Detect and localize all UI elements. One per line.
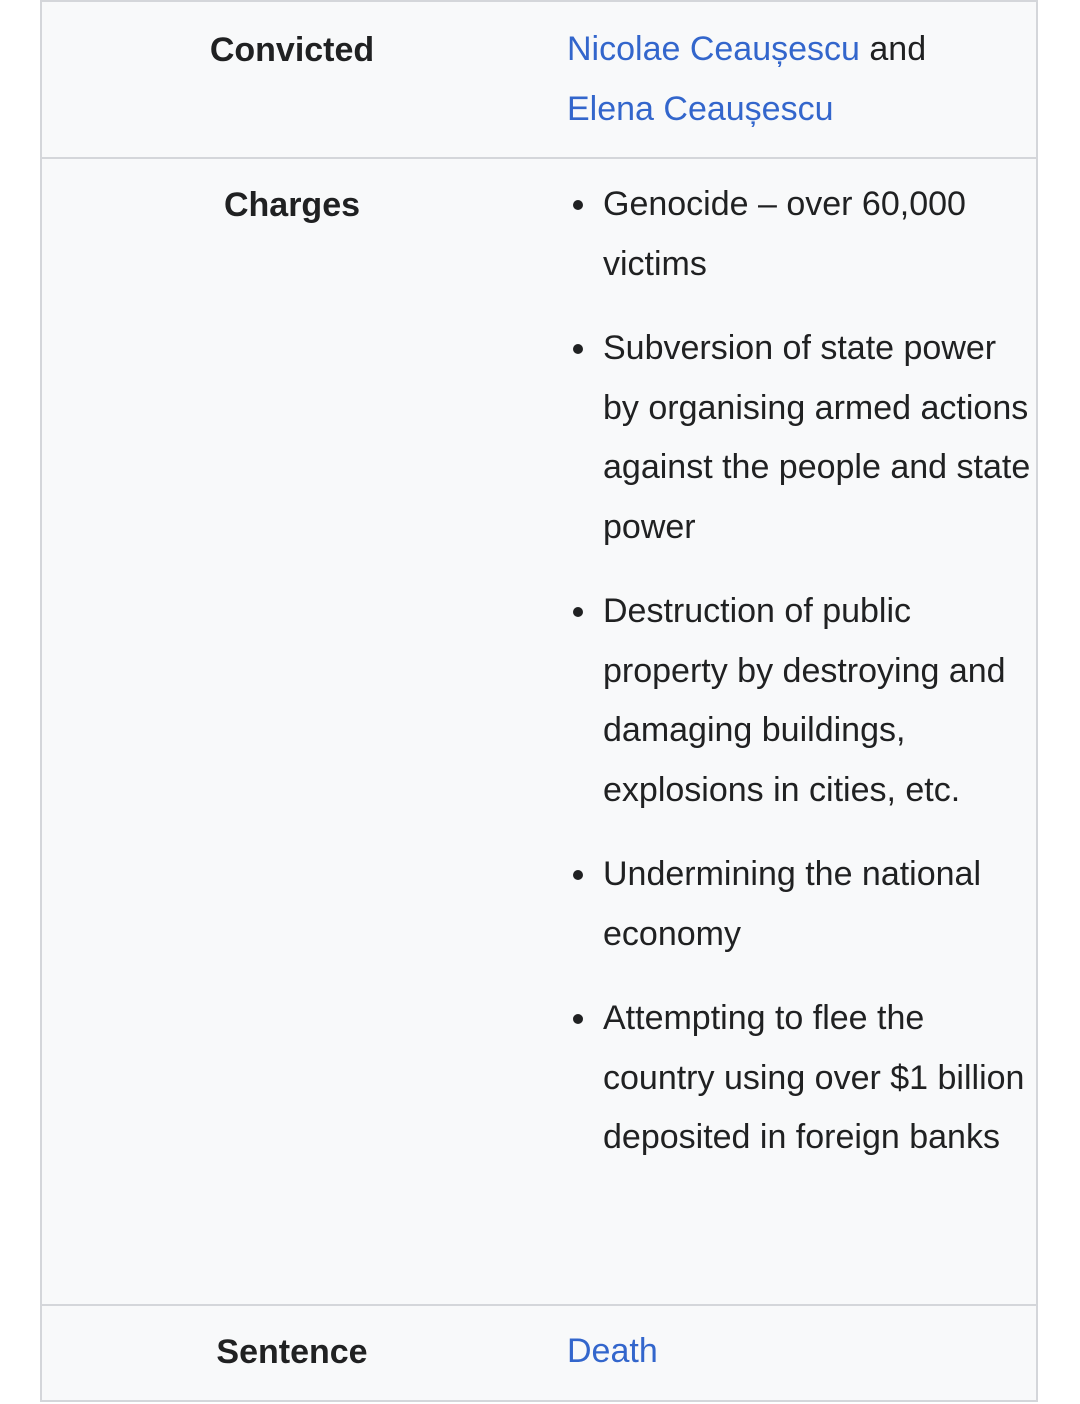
bullet-icon — [573, 607, 583, 617]
convicted-value — [567, 20, 1017, 139]
infobox-row-charges — [42, 157, 1036, 1306]
charge-text: Subversion of state power by organising armed actions against the people and state power — [603, 329, 1031, 546]
bullet-icon — [573, 344, 583, 354]
charge-text: Genocide – over 60,000 victims — [603, 185, 966, 283]
list-item — [567, 845, 1037, 964]
list-item — [567, 582, 1037, 820]
charges-value — [567, 175, 1037, 1193]
bullet-icon — [573, 200, 583, 210]
list-item — [567, 319, 1037, 557]
list-item — [567, 989, 1037, 1168]
sentence-value — [567, 1322, 1017, 1382]
charges-label: Charges — [223, 186, 361, 224]
infobox-row-convicted — [42, 2, 1036, 157]
link-death[interactable]: Death — [567, 1332, 658, 1370]
convicted-label: Convicted — [209, 31, 375, 69]
charges-list — [567, 175, 1037, 1168]
charge-text: Undermining the national economy — [603, 855, 982, 953]
infobox-row-sentence — [42, 1304, 1036, 1404]
link-nicolae-ceausescu[interactable]: Nicolae Ceaușescu — [567, 30, 860, 68]
link-elena-ceausescu[interactable]: Elena Ceaușescu — [567, 89, 834, 128]
bullet-icon — [573, 870, 583, 880]
charge-text: Attempting to flee the country using over $1 billion deposited in foreign banks — [603, 999, 1025, 1156]
bullet-icon — [573, 1014, 583, 1024]
charge-text: Destruction of public property by destroying and damaging buildings, explosions in cities, etc. — [603, 592, 1006, 809]
list-item — [567, 175, 1037, 294]
conjunction-text: and — [859, 30, 927, 68]
infobox-table — [40, 0, 1038, 1402]
sentence-label: Sentence — [216, 1333, 368, 1371]
